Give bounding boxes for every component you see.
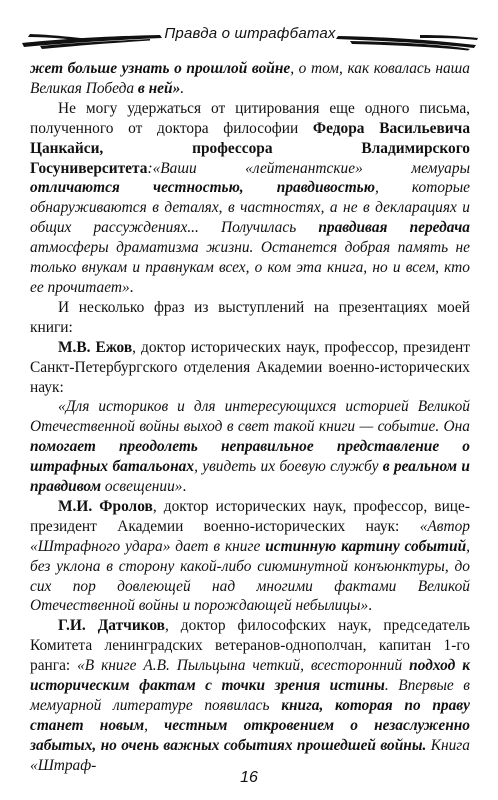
text-run: , доктор исторических наук, профессор, вице-президент Академии военно-исторических наук: xyxy=(30,497,470,535)
page-number: 16 xyxy=(240,769,258,786)
text-run: М.И. Фролов xyxy=(58,497,153,515)
text-run: Федора Васильевича Цанкайси, профессора Владимирского Госуниверситета xyxy=(30,119,471,177)
paragraph xyxy=(30,338,470,398)
text-run: :«Ваши «лейтенантские» мемуары xyxy=(147,159,470,177)
text-run: в реальном и правдивом xyxy=(30,458,470,496)
running-header-title: Правда о штрафбатах xyxy=(164,25,336,42)
text-run: И несколько фраз из выступлений на презентациях моей книги: xyxy=(30,298,470,336)
text-run: Книга «Штраф- xyxy=(30,736,470,774)
text-run: «Автор «Штрафного удара» дает в книге xyxy=(30,517,470,555)
text-run: книга, которая по праву станет новым xyxy=(30,697,470,734)
text-run: освещении» xyxy=(101,478,183,496)
text-run: отличаются честностью, правдивостью xyxy=(30,179,375,197)
text-run: Не могу удержаться от цитирования еще одного письма, полученного от доктора философии xyxy=(30,99,470,137)
text-run: . Впервые в мемуарной литературе появилась xyxy=(30,677,470,714)
text-run: , без уклона в сторону какой-либо сиюминутной конъюнктуры, до сих пор довлеющей над многими фактами Великой Отечественной войны и порождающей небылицы» xyxy=(30,537,470,615)
text-run: , о том, как ковалась наша Великая Победа xyxy=(30,60,470,97)
text-run: Г.И. Датчиков xyxy=(58,617,165,635)
text-run: истинную картину событий xyxy=(265,537,467,555)
paragraph xyxy=(30,59,470,99)
text-run: правдивая передача xyxy=(318,219,470,237)
text-run: . xyxy=(180,79,185,97)
text-run: жет больше узнать о прошлой войне xyxy=(30,60,291,77)
running-header xyxy=(0,16,498,56)
text-run: , доктор философских наук, председатель Комитета ленинградских ветеранов-однополчан, капитан 1-го ранга: xyxy=(30,617,470,675)
text-run: атмосферы драматизма жизни. Останется добрая память не только внукам и правнукам всех, о ком эта книга, но и всем, кто ее прочитает» xyxy=(30,239,470,296)
text-run: . xyxy=(129,278,134,296)
text-run: . xyxy=(182,478,187,496)
paragraph xyxy=(30,497,470,616)
text-run: подход к историческим фактам с точки зрения истины xyxy=(30,657,470,695)
text-run: помогает преодолеть неправильное представление о штрафных батальонах xyxy=(30,438,470,476)
text-run: в ней» xyxy=(137,79,181,97)
paragraph xyxy=(30,99,470,298)
text-run: М.В. Ежов xyxy=(58,338,133,356)
paragraph xyxy=(30,397,470,497)
text-run: , увидеть их боевую службу xyxy=(194,458,383,476)
text-run: , xyxy=(144,716,165,734)
paragraph xyxy=(30,616,470,775)
paragraph xyxy=(30,298,470,338)
text-run: , доктор исторических наук, профессор, президент Санкт-Петербургского отделения Академии военно-исторических наук: xyxy=(30,338,471,396)
text-run: . xyxy=(368,597,373,615)
text-run: честным откровением о незаслуженно забытых, но очень важных событиях прошедшей войны. xyxy=(30,716,470,754)
text-run: «В книге А.В. Пыльцына четкий, всесторонний xyxy=(77,657,410,675)
text-run: «Для историков и для интересующихся историей Великой Отечественной войны выход в свет такой книги — событие. Она xyxy=(30,398,470,436)
text-run: , которые обнаруживаются в деталях, в частностях, а не в декларациях и общих рассуждениях... Получилась xyxy=(30,179,470,237)
body-text xyxy=(30,59,470,776)
